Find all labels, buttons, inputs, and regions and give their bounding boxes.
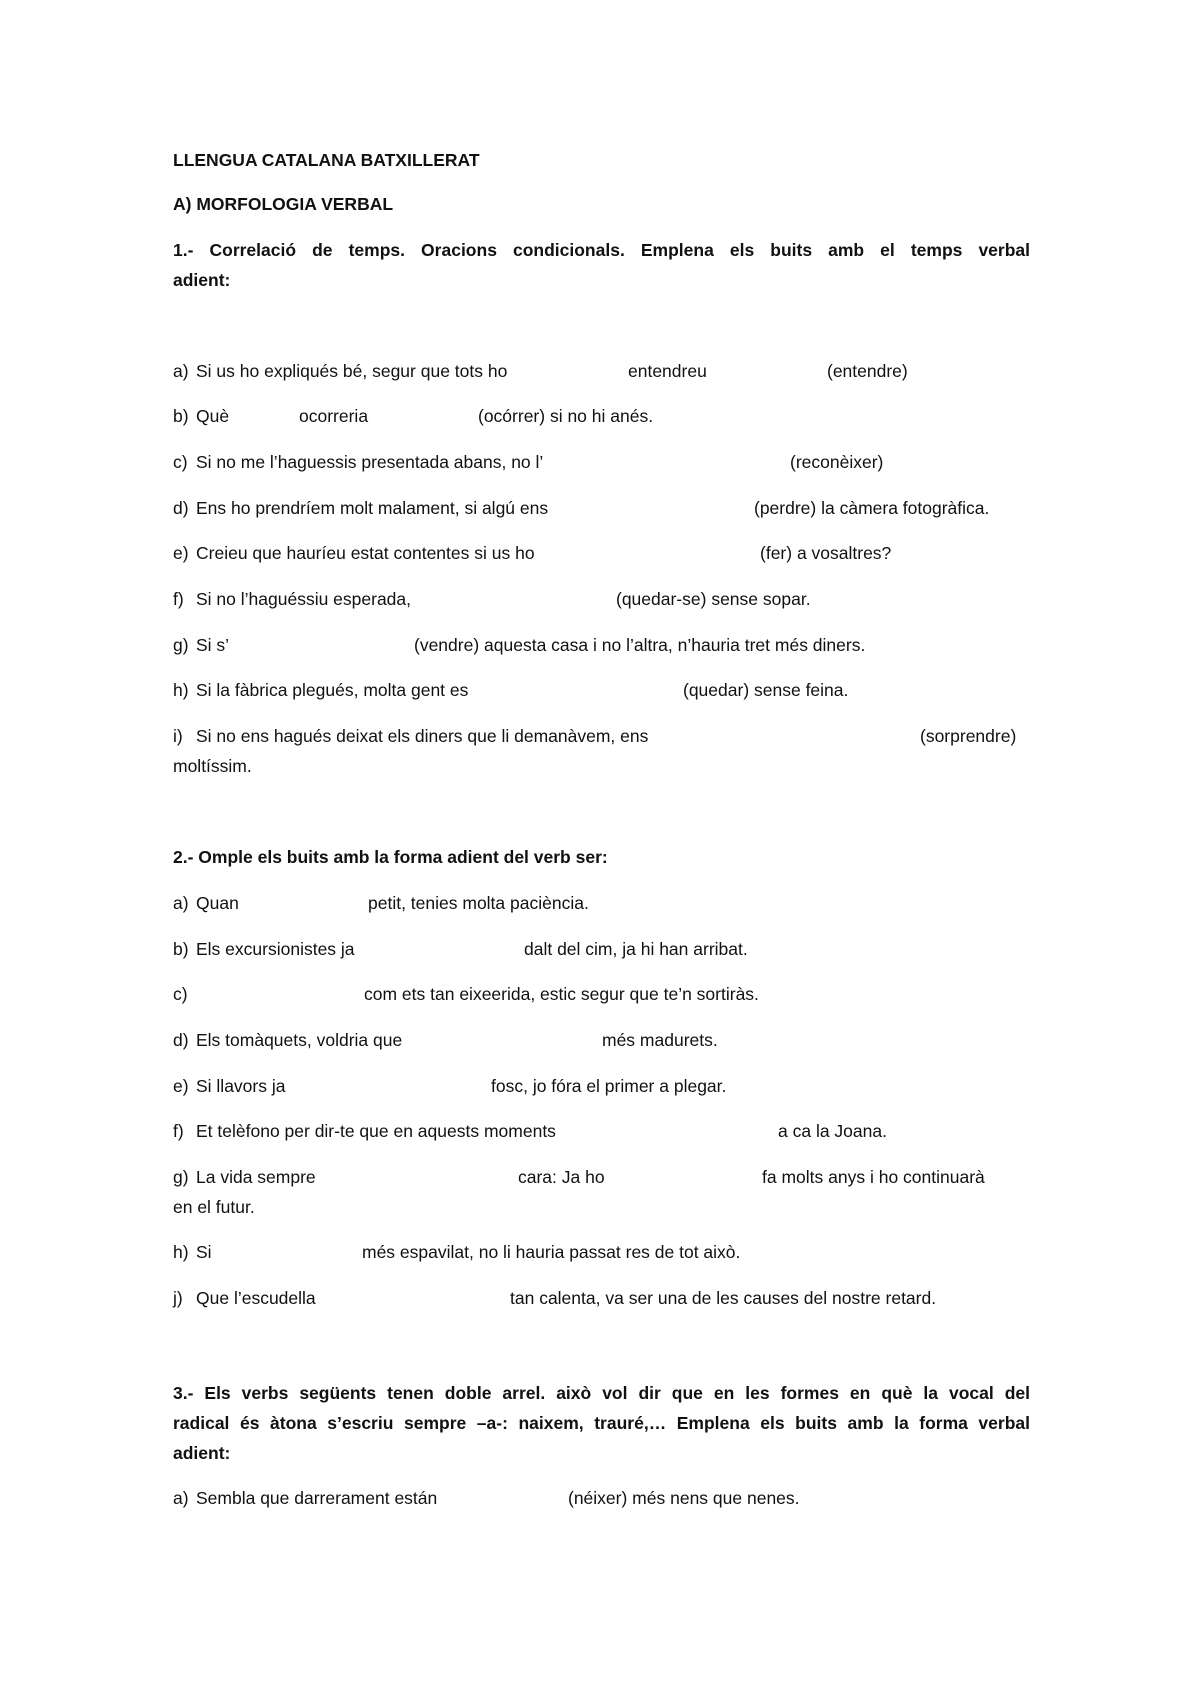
item-text: (néixer) més nens que nenes.	[568, 1488, 800, 1508]
section3-heading-line1: 3.- Els verbs següents tenen doble arrel. això vol dir que en les formes en què la vocal del	[173, 1383, 1030, 1403]
item-text: Els tomàquets, voldria que	[196, 1030, 403, 1050]
item-text: Si no l’haguéssiu esperada,	[196, 589, 412, 609]
item-answer: ocorreria	[299, 406, 369, 426]
item-text: petit, tenies molta paciència.	[368, 893, 589, 913]
item-label: e)	[173, 1076, 189, 1096]
item-label: e)	[173, 543, 189, 563]
item-text: Si us ho expliqués bé, segur que tots ho	[196, 361, 508, 381]
item-label: b)	[173, 939, 189, 959]
item-label: a)	[173, 1488, 189, 1508]
item-text: Si no ens hagués deixat els diners que li demanàvem, ens	[196, 726, 649, 746]
item-text: (quedar) sense feina.	[683, 680, 849, 700]
item-label: d)	[173, 1030, 189, 1050]
item-text: Si s’	[196, 635, 230, 655]
item-label: c)	[173, 452, 188, 472]
section3-heading-line2: radical és àtona s’escriu sempre –a-: naixem, trauré,… Emplena els buits amb la forma verbal	[173, 1413, 1030, 1433]
section2-heading: 2.- Omple els buits amb la forma adient del verb ser:	[173, 847, 608, 867]
item-text: Ens ho prendríem molt malament, si algú ens	[196, 498, 549, 518]
item-text: Què	[196, 406, 230, 426]
item-verb-hint: (reconèixer)	[790, 452, 884, 472]
item-answer: entendreu	[628, 361, 707, 381]
item-verb-hint: (sorprendre)	[920, 726, 1017, 746]
item-text: fa molts anys i ho continuarà	[762, 1167, 985, 1187]
item-text: tan calenta, va ser una de les causes del nostre retard.	[510, 1288, 937, 1308]
item-text: (quedar-se) sense sopar.	[616, 589, 811, 609]
item-text: en el futur.	[173, 1197, 255, 1217]
item-text: Si	[196, 1242, 212, 1262]
item-label: h)	[173, 680, 189, 700]
item-text: (fer) a vosaltres?	[760, 543, 892, 563]
item-label: g)	[173, 635, 189, 655]
item-text: (vendre) aquesta casa i no l’altra, n’hauria tret més diners.	[414, 635, 866, 655]
item-label: i)	[173, 726, 183, 746]
item-text: com ets tan eixeerida, estic segur que te’n sortiràs.	[364, 984, 759, 1004]
item-text: Et telèfono per dir-te que en aquests moments	[196, 1121, 556, 1141]
item-text: (perdre) la càmera fotogràfica.	[754, 498, 990, 518]
item-text: més madurets.	[602, 1030, 718, 1050]
item-text: a ca la Joana.	[778, 1121, 887, 1141]
section1-heading-line1: 1.- Correlació de temps. Oracions condicionals. Emplena els buits amb el temps verbal	[173, 240, 1030, 260]
item-text: Si llavors ja	[196, 1076, 286, 1096]
item-label: f)	[173, 589, 184, 609]
item-label: g)	[173, 1167, 189, 1187]
item-text: moltíssim.	[173, 756, 252, 776]
item-verb-hint: (entendre)	[827, 361, 908, 381]
item-text: més espavilat, no li hauria passat res de tot això.	[362, 1242, 741, 1262]
item-text: Si no me l’haguessis presentada abans, no l’	[196, 452, 544, 472]
item-label: j)	[173, 1288, 183, 1308]
item-label: b)	[173, 406, 189, 426]
item-text: (ocórrer) si no hi anés.	[478, 406, 654, 426]
item-text: dalt del cim, ja hi han arribat.	[524, 939, 748, 959]
item-text: Quan	[196, 893, 239, 913]
item-label: a)	[173, 361, 189, 381]
item-text: Sembla que darrerament están	[196, 1488, 438, 1508]
item-text: cara: Ja ho	[518, 1167, 605, 1187]
item-label: d)	[173, 498, 189, 518]
document-title: LLENGUA CATALANA BATXILLERAT	[173, 150, 480, 170]
item-text: Els excursionistes ja	[196, 939, 355, 959]
item-text: fosc, jo fóra el primer a plegar.	[491, 1076, 727, 1096]
item-label: h)	[173, 1242, 189, 1262]
item-text: Que l’escudella	[196, 1288, 316, 1308]
section1-heading-line2: adient:	[173, 270, 231, 290]
item-label: c)	[173, 984, 188, 1004]
item-label: f)	[173, 1121, 184, 1141]
item-text: La vida sempre	[196, 1167, 316, 1187]
section3-heading-line3: adient:	[173, 1443, 231, 1463]
item-text: Creieu que hauríeu estat contentes si us ho	[196, 543, 535, 563]
item-text: Si la fàbrica plegués, molta gent es	[196, 680, 469, 700]
section-a-title: A) MORFOLOGIA VERBAL	[173, 194, 394, 214]
item-label: a)	[173, 893, 189, 913]
